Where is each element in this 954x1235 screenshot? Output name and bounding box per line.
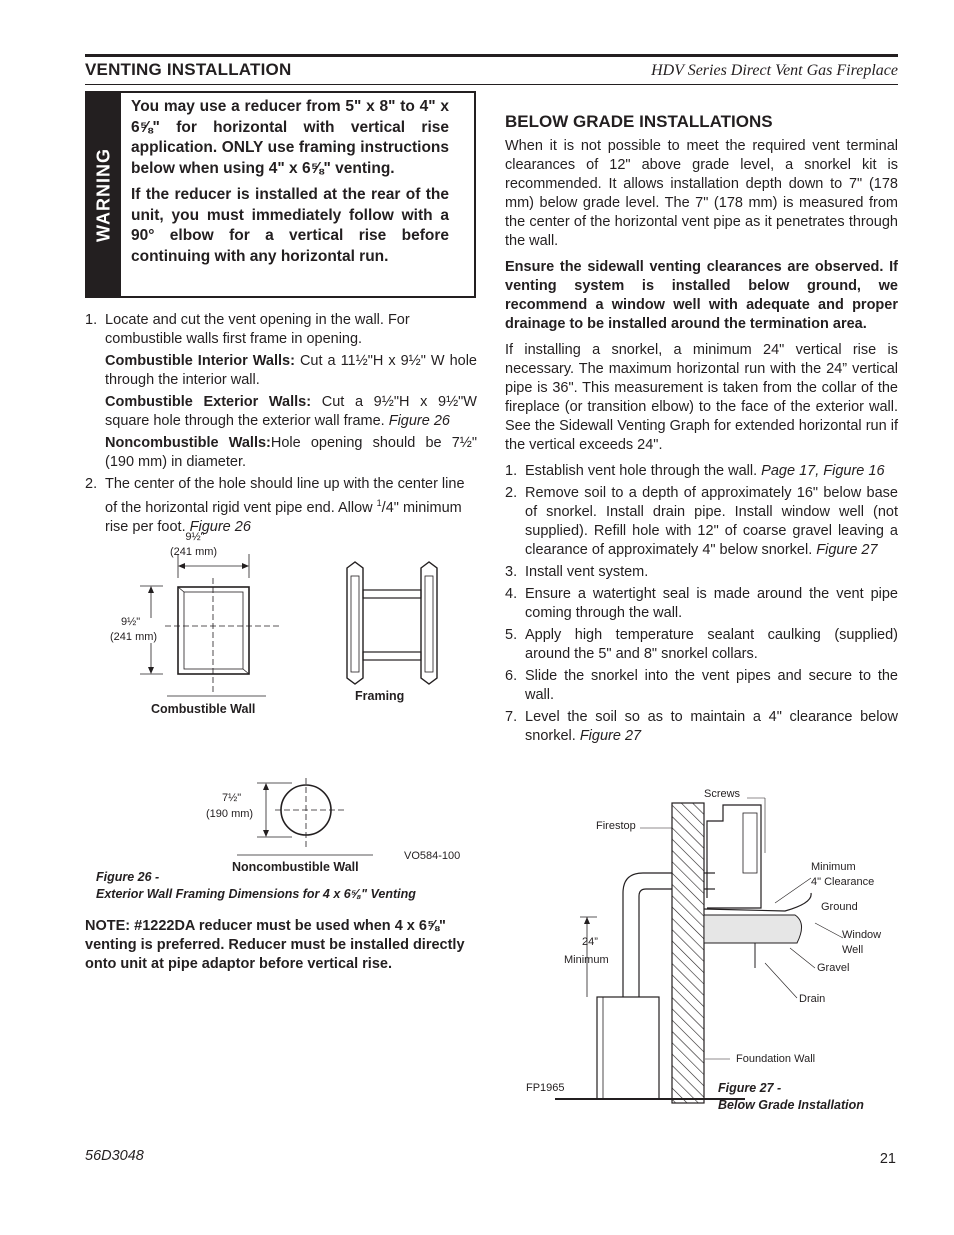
warning-box <box>85 91 476 298</box>
reducer-note: NOTE: #1222DA reducer must be used when 4 x 6⅝" venting is preferred. Reducer must be installed directly onto unit at pipe adaptor before vertical rise. <box>85 918 465 972</box>
below-grade-para-1: When it is not possible to meet the required vent terminal clearances of 12" above grade level, a snorkel kit is recommended. It allows installation depth down to 7" (178 mm) below grade level. The 7" (178 mm) is measured from the center of the horizontal vent pipe as it penetrates through the wall. <box>505 138 898 249</box>
warning-text <box>131 97 449 273</box>
step-number: 1. <box>505 463 518 479</box>
step-text: Slide the snorkel into the vent pipes and secure to the wall. <box>525 668 898 703</box>
step-text: Install vent system. <box>525 564 649 580</box>
step-text: Establish vent hole through the wall. <box>525 463 762 479</box>
fig26-label-framing: Framing <box>355 689 405 703</box>
below-grade-step <box>505 626 898 664</box>
header-rule <box>85 54 898 57</box>
step-text: Apply high temperature sealant caulking (supplied) around the 5" and 8" snorkel collars. <box>525 627 898 662</box>
step-figure-ref: Figure 27 <box>816 542 878 558</box>
header-underline <box>85 84 898 85</box>
fig27-min24-2: Minimum <box>564 954 609 966</box>
section-title: VENTING INSTALLATION <box>85 60 292 79</box>
fig27-ground: Ground <box>821 901 858 913</box>
fig27-window-1: Window <box>842 929 882 941</box>
fig27-caption-1: Figure 27 - <box>718 1081 782 1095</box>
fig26-caption-2: Exterior Wall Framing Dimensions for 4 x 6⅝" Venting <box>96 887 416 901</box>
fig27-foundation: Foundation Wall <box>736 1053 816 1065</box>
step-number: 3. <box>505 564 518 580</box>
fig27-min-clear-1: Minimum <box>811 861 856 873</box>
fig26-dim-h: 9½" <box>121 616 141 628</box>
fig26-label-combustible: Combustible Wall <box>151 702 256 716</box>
combustible-exterior: Combustible Exterior Walls: Cut a 9½"H x 9½"W square hole through the exterior wall frame. Figure 26 <box>105 394 477 429</box>
below-grade-step <box>505 667 898 705</box>
warning-sidebar <box>87 93 121 296</box>
fig27-caption-2: Below Grade Installation <box>718 1098 864 1112</box>
below-grade-para-2: Ensure the sidewall venting clearances are observed. If venting system is installed below ground, we recommend a window well with adequate and proper drainage to be installed around the termination area. <box>505 259 898 332</box>
step-text: Remove soil to a depth of approximately 16" below base of snorkel. Install drain pipe. Install window well (not supplied). Refill hole with 12" of coarse gravel leaving a clearance of approximately 4" below snorkel. <box>525 485 898 558</box>
document-title: HDV Series Direct Vent Gas Fireplace <box>651 62 898 79</box>
warning-label: WARNING <box>93 147 114 242</box>
page-number: 21 <box>879 1151 896 1167</box>
fig26-dim-w: 9½" <box>185 531 205 543</box>
fig26-code: VO584-100 <box>404 850 461 862</box>
fig26-dim-d: 7½" <box>222 792 242 804</box>
fig27-min24-1: 24” <box>582 936 598 948</box>
step-text: Ensure a watertight seal is made around the vent pipe coming through the wall. <box>525 586 898 621</box>
step-2: 2. The center of the hole should line up with the center line of the horizontal rigid vent pipe end. Allow $^1$/4" minimum rise per foot. Figure 26 <box>85 476 465 535</box>
fig27-code: FP1965 <box>526 1082 565 1094</box>
below-grade-steps <box>505 462 898 746</box>
right-column <box>505 137 898 749</box>
fig27-gravel: Gravel <box>817 962 850 974</box>
step-number: 2. <box>505 485 518 501</box>
step-number: 4. <box>505 586 518 602</box>
noncombustible: Noncombustible Walls:Hole opening should be 7½" (190 mm) in diameter. <box>105 435 478 470</box>
fig27-drain: Drain <box>799 993 826 1005</box>
below-grade-step <box>505 462 898 481</box>
fig26-label-noncombustible: Noncombustible Wall <box>232 860 359 874</box>
warning-para-1: You may use a reducer from 5" x 8" to 4" x 6⅝" for horizontal with vertical rise application. ONLY use framing instructions below when using 4" x 6⅝" venting. <box>131 98 449 177</box>
left-steps <box>85 311 477 540</box>
step-text: Level the soil so as to maintain a 4" clearance below snorkel. <box>525 709 898 744</box>
step-figure-ref: Page 17, Figure 16 <box>761 463 885 479</box>
below-grade-para-3: If installing a snorkel, a minimum 24" vertical rise is necessary. The maximum horizontal run with the 24” vertical pipe is 36". This measurement is taken from the collar of the fireplace (or transition elbow) to the face of the exterior wall. See the Sidewall Venting Graph for extended horizontal run if the vertical exceeds 24". <box>505 342 898 453</box>
warning-para-2: If the reducer is installed at the rear of the unit, you must immediately follow with a 90° elbow for a vertical rise before continuing with any horizontal run. <box>131 186 449 265</box>
step-number: 5. <box>505 627 518 643</box>
step-figure-ref: Figure 27 <box>579 728 642 744</box>
fig26-dim-w-mm: (241 mm) <box>170 546 218 558</box>
below-grade-step <box>505 563 898 582</box>
fig27-min-clear-2: 4" Clearance <box>811 876 875 888</box>
below-grade-step <box>505 585 898 623</box>
below-grade-step <box>505 708 898 746</box>
fig26-caption-1: Figure 26 - <box>96 870 160 884</box>
fig27-window-2: Well <box>842 944 864 956</box>
fig26-dim-h-mm: (241 mm) <box>110 631 158 643</box>
doc-number: 56D3048 <box>85 1148 144 1164</box>
below-grade-step <box>505 484 898 560</box>
combustible-interior: Combustible Interior Walls: Cut a 11½"H x 9½" W hole through the interior wall. <box>105 353 478 388</box>
step-number: 7. <box>505 709 518 725</box>
fig27-firestop: Firestop <box>596 820 636 832</box>
step-1: 1. Locate and cut the vent opening in the wall. For combustible walls first frame in opening. <box>85 312 410 347</box>
fig27-screws: Screws <box>704 788 741 800</box>
fig26-dim-d-mm: (190 mm) <box>206 808 254 820</box>
step-number: 6. <box>505 668 518 684</box>
below-grade-heading: BELOW GRADE INSTALLATIONS <box>505 112 773 131</box>
